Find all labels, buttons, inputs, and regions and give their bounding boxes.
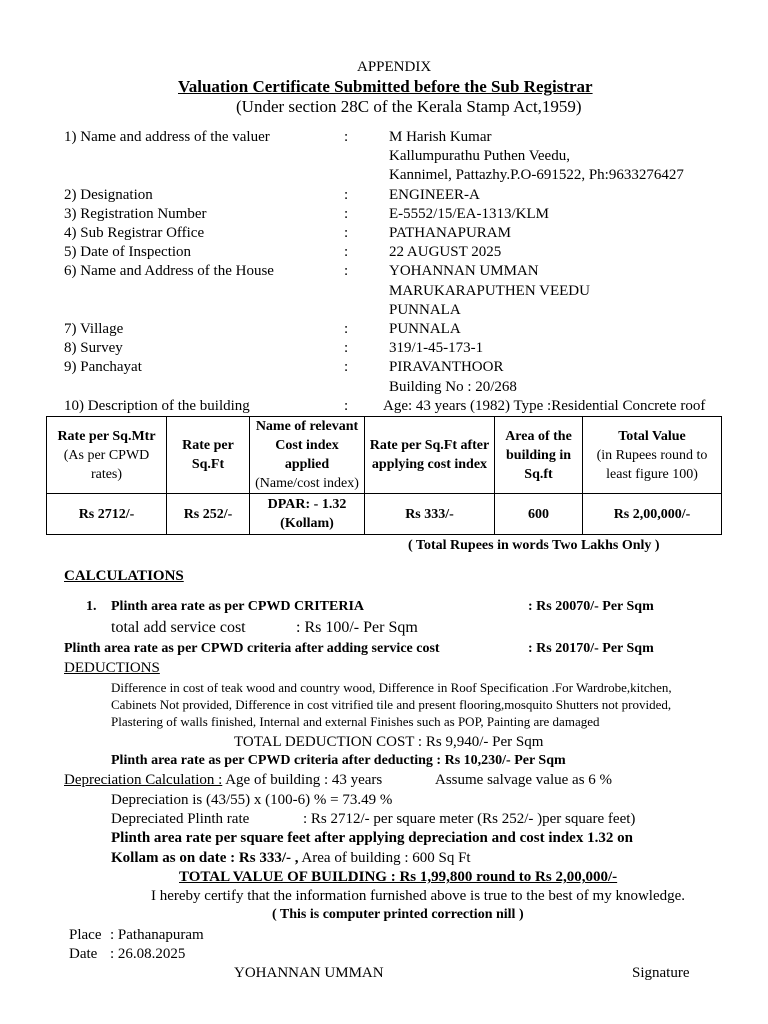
header-cost-index: Name of relevant Cost index applied (Name/cost index) (250, 417, 365, 494)
depreciation-age: Age of building : 43 years (222, 772, 383, 788)
deductions-line-3: Plastering of walls finished, Internal and external Finishes such as POP, Painting are damaged (111, 714, 600, 729)
field-separator: : (344, 129, 349, 145)
header-total-value: Total Value (in Rupees round to least figure 100) (583, 417, 722, 494)
field-value: PIRAVANTHOOR (389, 359, 504, 376)
field-value: E-5552/15/EA-1313/KLM (389, 205, 549, 222)
service-cost-value: : Rs 100/- Per Sqm (296, 619, 418, 636)
deductions-heading: DEDUCTIONS (64, 660, 160, 676)
depreciation-formula: Depreciation is (43/55) x (100-6) % = 73.49 % (111, 792, 393, 808)
field-separator: : (344, 321, 349, 337)
header-rate-sqft: Rate per Sq.Ft (167, 417, 250, 494)
computer-printed-note: ( This is computer printed correction nill ) (272, 907, 524, 922)
field-value: PUNNALA (389, 301, 461, 318)
certification-statement: I hereby certify that the information furnished above is true to the best of my knowledge. (151, 888, 686, 904)
date-label: Date (69, 946, 98, 962)
cell-rate-sqm: Rs 2712/- (47, 494, 167, 535)
field-label: 4) Sub Registrar Office (64, 225, 205, 241)
field-value: PATHANAPURAM (389, 225, 511, 241)
item1-value: : Rs 20070/- Per Sqm (528, 599, 654, 614)
field-label: 10) Description of the building (64, 397, 250, 414)
depreciated-rate-value: : Rs 2712/- per square meter (Rs 252/- )per square feet) (303, 811, 636, 827)
building-area: Area of building : 600 Sq Ft (298, 850, 471, 866)
header-area: Area of the building in Sq.ft (495, 417, 583, 494)
signature-label: Signature (632, 965, 690, 981)
document-subtitle: (Under section 28C of the Kerala Stamp Act,1959) (236, 97, 582, 116)
field-separator: : (344, 225, 349, 241)
final-rate-value: Kollam as on date : Rs 333/- , (111, 850, 299, 866)
final-rate-line-2 (111, 851, 471, 866)
place-value: : Pathanapuram (110, 927, 204, 943)
cell-rate-sqft: Rs 252/- (167, 494, 250, 535)
field-separator: : (344, 263, 349, 280)
cell-area: 600 (495, 494, 583, 535)
cell-total-value: Rs 2,00,000/- (583, 494, 722, 535)
field-value: 22 AUGUST 2025 (389, 244, 502, 261)
appendix-label: APPENDIX (357, 59, 432, 75)
field-label: 1) Name and address of the valuer (64, 129, 270, 145)
field-separator: : (344, 359, 349, 376)
field-label: 8) Survey (64, 340, 123, 357)
document-title: Valuation Certificate Submitted before the Sub Registrar (178, 77, 593, 96)
field-separator: : (344, 205, 349, 222)
field-value: Kallumpurathu Puthen Veedu, (389, 148, 570, 165)
depreciation-label: Depreciation Calculation : (64, 772, 223, 788)
field-separator: : (344, 244, 349, 261)
field-label: 9) Panchayat (64, 359, 142, 376)
salvage-value: Assume salvage value as 6 % (435, 772, 613, 788)
table-header-row (47, 417, 722, 494)
after-service-value: : Rs 20170/- Per Sqm (528, 641, 654, 656)
header-rate-after-index: Rate per Sq.Ft after applying cost index (365, 417, 495, 494)
place-label: Place (69, 927, 102, 943)
field-value: Age: 43 years (1982) Type :Residential Concrete roof (383, 397, 706, 414)
field-value: 319/1-45-173-1 (389, 340, 484, 357)
field-separator: : (344, 397, 349, 414)
deductions-line-2: Cabinets Not provided, Difference in cost vitrified tile and present flooring,mosquito Shutters not provided, (111, 697, 672, 712)
calculations-heading: CALCULATIONS (64, 568, 184, 584)
field-separator: : (344, 340, 349, 357)
total-value-line: TOTAL VALUE OF BUILDING : Rs 1,99,800 round to Rs 2,00,000/- (179, 869, 618, 885)
owner-name: YOHANNAN UMMAN (234, 965, 384, 981)
after-deduction: Plinth area rate as per CPWD criteria after deducting : Rs 10,230/- Per Sqm (111, 753, 566, 768)
field-label: 7) Village (64, 321, 124, 337)
total-deduction: TOTAL DEDUCTION COST : Rs 9,940/- Per Sqm (234, 734, 544, 750)
final-rate-line-1: Plinth area rate per square feet after applying depreciation and cost index 1.32 on (111, 830, 633, 846)
field-value: MARUKARAPUTHEN VEEDU (389, 282, 590, 299)
item1-label: Plinth area rate as per CPWD CRITERIA (111, 599, 365, 614)
field-label: 5) Date of Inspection (64, 244, 192, 261)
field-value: YOHANNAN UMMAN (389, 263, 539, 280)
field-label: 3) Registration Number (64, 205, 207, 222)
cell-cost-index: DPAR: - 1.32 (Kollam) (250, 494, 365, 535)
depreciation-row (64, 773, 382, 788)
item1-number: 1. (86, 599, 97, 614)
field-separator: : (344, 186, 349, 203)
cell-rate-after-index: Rs 333/- (365, 494, 495, 535)
field-label: 2) Designation (64, 186, 153, 203)
total-in-words: ( Total Rupees in words Two Lakhs Only ) (408, 538, 660, 553)
header-rate-sqm: Rate per Sq.Mtr (As per CPWD rates) (47, 417, 167, 494)
valuation-table (46, 416, 722, 535)
table-row (47, 494, 722, 535)
field-value: Building No : 20/268 (389, 378, 517, 395)
field-value: PUNNALA (389, 321, 461, 337)
after-service-label: Plinth area rate as per CPWD criteria after adding service cost (64, 641, 440, 656)
field-label: 6) Name and Address of the House (64, 263, 274, 280)
service-cost-label: total add service cost (111, 619, 246, 636)
date-value: : 26.08.2025 (110, 946, 186, 962)
depreciated-rate-label: Depreciated Plinth rate (111, 811, 250, 827)
field-value: Kannimel, Pattazhy.P.O-691522, Ph:9633276427 (389, 167, 684, 184)
field-value: ENGINEER-A (389, 186, 480, 203)
field-value: M Harish Kumar (389, 129, 492, 145)
deductions-line-1: Difference in cost of teak wood and country wood, Difference in Roof Specification .For Wardrobe,kitchen, (111, 680, 672, 695)
